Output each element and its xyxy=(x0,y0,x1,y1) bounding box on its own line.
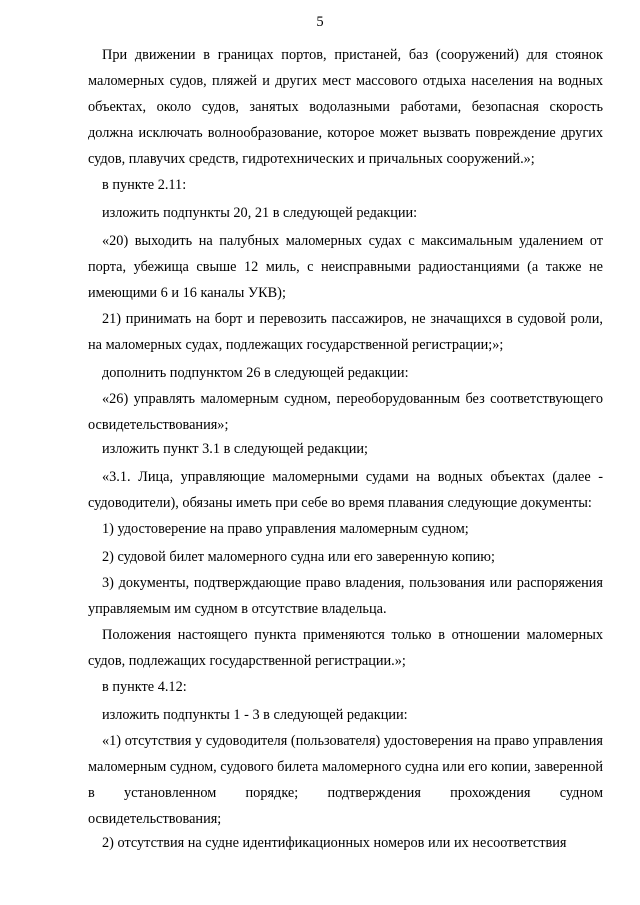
paragraph-subpoints-1-3: изложить подпункты 1 - 3 в следующей редакции: xyxy=(102,707,408,723)
paragraph-point-3-1-intro: изложить пункт 3.1 в следующей редакции; xyxy=(102,441,369,457)
paragraph-point-3-1: «3.1. Лица, управляющие маломерными судами на водных объектах (далее - судоводители), обязаны иметь при себе во время плавания следующие документы: xyxy=(88,469,603,511)
paragraph-point-2-11: в пункте 2.11: xyxy=(102,177,187,193)
paragraph-speed-limits: При движении в границах портов, пристаней, баз (сооружений) для стоянок маломерных судов, пляжей и других мест массового отдыха населения на водных объектах, около судов, занятых водолазными работами, безопасная скорость должна исключать волнообразование, которое может вызвать повреждение других судов, плавучих средств, гидротехнических и причальных сооружений.»; xyxy=(88,47,603,167)
paragraph-subpoints-20-21: изложить подпункты 20, 21 в следующей редакции: xyxy=(102,205,418,221)
paragraph-add-subpoint-26: дополнить подпунктом 26 в следующей редакции: xyxy=(102,365,409,381)
paragraph-item-1: 1) удостоверение на право управления маломерным судном; xyxy=(102,521,469,537)
paragraph-point-4-12: в пункте 4.12: xyxy=(102,679,187,695)
paragraph-subpoint-1: «1) отсутствия у судоводителя (пользователя) удостоверения на право управления маломерным судном, судового билета маломерного судна или его копии, заверенной в установленном порядке; подтверждения прохождения судном освидетельствования; xyxy=(88,733,603,827)
page-number: 5 xyxy=(316,14,324,30)
paragraph-provisions: Положения настоящего пункта применяются только в отношении маломерных судов, подлежащих государственной регистрации.»; xyxy=(88,627,603,669)
paragraph-subpoint-20: «20) выходить на палубных маломерных судах с максимальным удалением от порта, убежища свыше 12 миль, с неисправными радиостанциями (а также не имеющими 6 и 16 каналы УКВ); xyxy=(88,233,603,301)
paragraph-item-2: 2) судовой билет маломерного судна или его заверенную копию; xyxy=(102,549,495,565)
paragraph-subpoint-21: 21) принимать на борт и перевозить пассажиров, не значащихся в судовой роли, на маломерных судах, подлежащих государственной регистрации;»; xyxy=(88,311,603,353)
paragraph-item-3: 3) документы, подтверждающие право владения, пользования или распоряжения управляемым им судном в отсутствие владельца. xyxy=(88,575,603,617)
paragraph-subpoint-26: «26) управлять маломерным судном, переоборудованным без соответствующего освидетельствования»; xyxy=(88,391,603,433)
paragraph-subpoint-2: 2) отсутствия на судне идентификационных номеров или их несоответствия xyxy=(102,835,567,851)
